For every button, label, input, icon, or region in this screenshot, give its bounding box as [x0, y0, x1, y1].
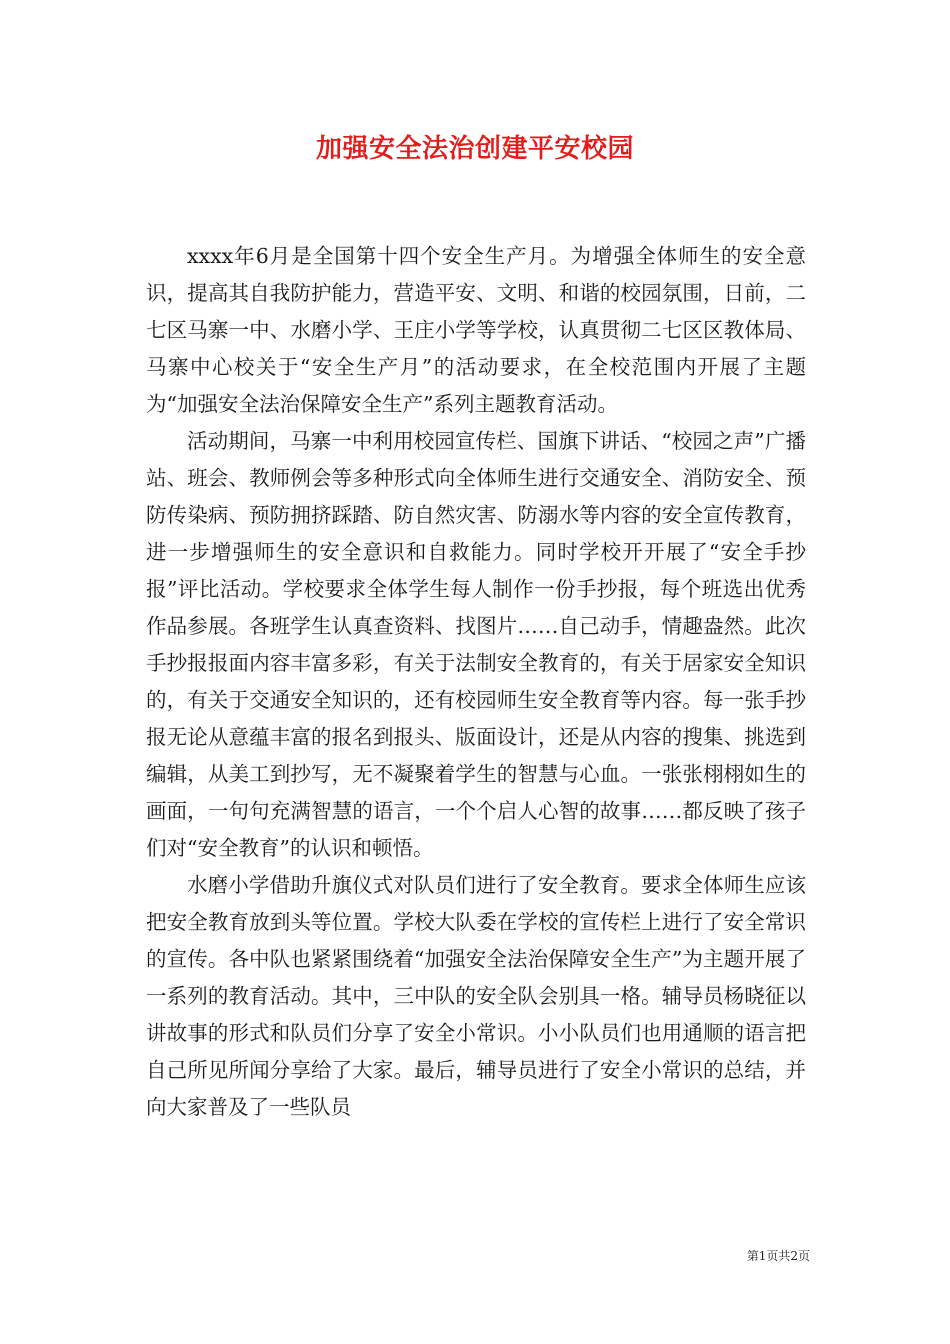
paragraph-2: 活动期间，马寨一中利用校园宣传栏、国旗下讲话、“校园之声”广播站、班会、教师例会等多种形式向全体师生进行交通安全、消防安全、预防传染病、预防拥挤踩踏、防自然灾害、防溺水等内容的安全宣传教育，进一步增强师生的安全意识和自救能力。同时学校开开展了“安全手抄报”评比活动。学校要求全体学生每人制作一份手抄报，每个班选出优秀作品参展。各班学生认真查资料、找图片……自己动手，情趣盎然。此次手抄报报面内容丰富多彩，有关于法制安全教育的，有关于居家安全知识的，有关于交通安全知识的，还有校园师生安全教育等内容。每一张手抄报无论从意蕴丰富的报名到报头、版面设计，还是从内容的搜集、挑选到编辑，从美工到抄写，无不凝聚着学生的智慧与心血。一张张栩栩如生的画面，一句句充满智慧的语言，一个个启人心智的故事……都反映了孩子们对“安全教育”的认识和顿悟。: [146, 429, 806, 860]
paragraph-3: 水磨小学借助升旗仪式对队员们进行了安全教育。要求全体师生应该把安全教育放到头等位置。学校大队委在学校的宣传栏上进行了安全常识的宣传。各中队也紧紧围绕着“加强安全法治保障安全生产”为主题开展了一系列的教育活动。其中，三中队的安全队会别具一格。辅导员杨晓征以讲故事的形式和队员们分享了安全小常识。小小队员们也用通顺的语言把自己所见所闻分享给了大家。最后，辅导员进行了安全小常识的总结，并向大家普及了一些队员: [146, 873, 806, 1119]
page-number: 第1页共2页: [746, 1249, 810, 1263]
document-body: [146, 238, 806, 1126]
paragraph-1: xxxx年6月是全国第十四个安全生产月。为增强全体师生的安全意识，提高其自我防护能力，营造平安、文明、和谐的校园氛围，日前，二七区马寨一中、水磨小学、王庄小学等学校，认真贯彻二七区区教体局、马寨中心校关于“安全生产月”的活动要求，在全校范围内开展了主题为“加强安全法治保障安全生产”系列主题教育活动。: [146, 244, 806, 416]
document-title: 加强安全法治创建平安校园: [315, 134, 634, 164]
